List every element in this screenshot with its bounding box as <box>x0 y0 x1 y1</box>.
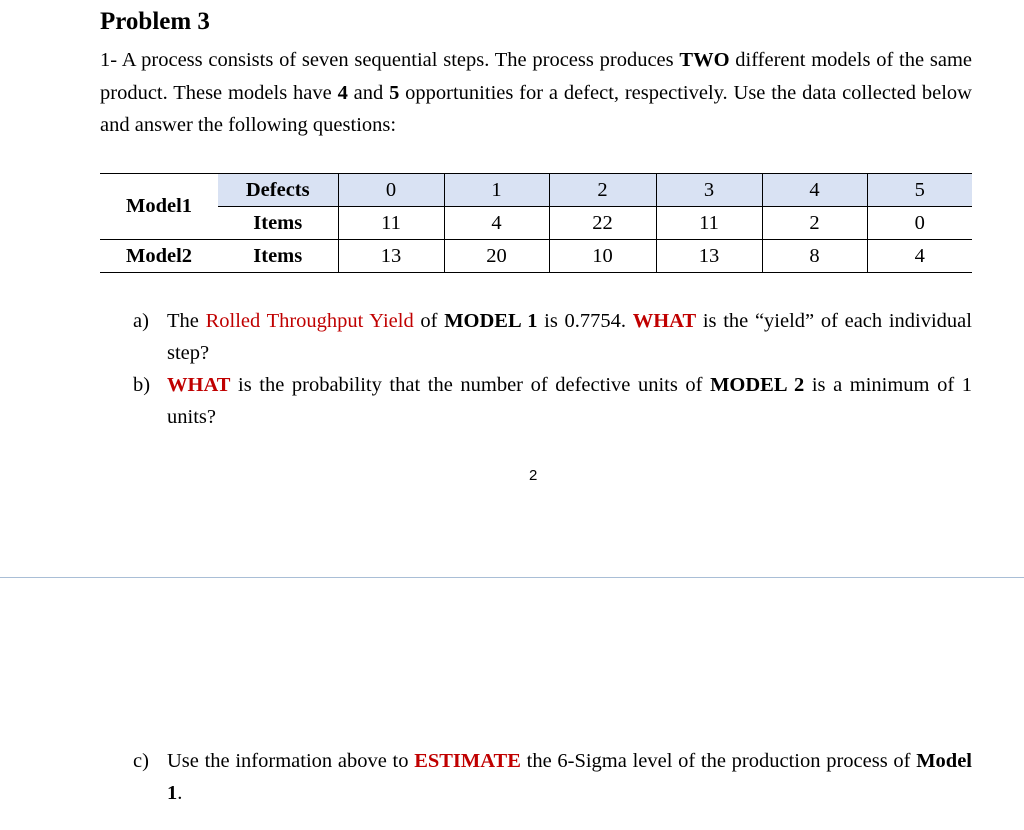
question-a-marker: a) <box>133 310 149 332</box>
page-number: 2 <box>529 467 538 484</box>
intro-bold-5: 5 <box>389 81 400 104</box>
model2-items-cell: 20 <box>444 240 549 273</box>
qb-model2: MODEL 2 <box>710 374 805 396</box>
defects-label: Defects <box>218 174 338 207</box>
intro-text-3: and <box>347 81 390 104</box>
qc-text-2: the 6-Sigma level of the production process of <box>520 750 917 772</box>
question-b <box>133 369 972 433</box>
model2-items-cell: 8 <box>762 240 867 273</box>
qc-model1: Model 1 <box>167 750 972 804</box>
problem-title: Problem 3 <box>100 8 210 35</box>
question-c <box>133 745 972 809</box>
qa-text-1: The <box>167 310 206 332</box>
defects-cell: 3 <box>656 174 762 207</box>
qa-rty-term: Rolled Throughput Yield <box>205 310 414 332</box>
qc-estimate: ESTIMATE <box>414 750 521 772</box>
model1-label: Model1 <box>100 174 218 240</box>
qa-text-4: is the “yield” of each individual step? <box>167 310 972 364</box>
question-b-text <box>167 369 972 433</box>
page-break-divider <box>0 577 1024 578</box>
qa-what: WHAT <box>632 310 697 332</box>
table-row-defects <box>100 174 972 207</box>
model2-items-cell: 4 <box>867 240 972 273</box>
table-row-model1-items <box>100 207 972 240</box>
model1-items-cell: 22 <box>549 207 656 240</box>
qb-text-1: is the probability that the number of defective units of <box>230 374 711 396</box>
table-row-model2-items <box>100 240 972 273</box>
question-c-text <box>167 745 972 809</box>
defects-cell: 4 <box>762 174 867 207</box>
model2-items-cell: 10 <box>549 240 656 273</box>
intro-text-2: different models of the same product. These models have <box>100 49 972 104</box>
question-b-marker: b) <box>133 374 151 396</box>
qb-text-2: is a minimum of 1 units? <box>167 374 972 428</box>
question-a <box>133 305 972 369</box>
question-a-text <box>167 305 972 369</box>
items-label: Items <box>218 240 338 273</box>
model1-items-cell: 4 <box>444 207 549 240</box>
defects-table <box>100 173 972 273</box>
intro-bold-two: TWO <box>679 49 730 71</box>
qb-what: WHAT <box>167 374 231 396</box>
items-label: Items <box>218 207 338 240</box>
qc-text-1: Use the information above to <box>167 750 415 772</box>
defects-cell: 0 <box>338 174 444 207</box>
intro-text-4: opportunities for a defect, respectively. Use the data collected below and answer the following questions: <box>100 81 972 136</box>
qa-model1: MODEL 1 <box>444 310 538 332</box>
problem-statement <box>100 44 972 142</box>
defects-cell: 2 <box>549 174 656 207</box>
model1-items-cell: 2 <box>762 207 867 240</box>
model1-items-cell: 0 <box>867 207 972 240</box>
question-c-marker: c) <box>133 750 149 772</box>
qa-text-2: of <box>413 310 445 332</box>
defects-cell: 1 <box>444 174 549 207</box>
model2-items-cell: 13 <box>656 240 762 273</box>
intro-bold-4: 4 <box>337 81 348 104</box>
qc-text-3: . <box>177 782 183 804</box>
defects-cell: 5 <box>867 174 972 207</box>
model2-label: Model2 <box>100 240 218 273</box>
model1-items-cell: 11 <box>338 207 444 240</box>
qa-text-3: is 0.7754. <box>537 310 633 332</box>
model2-items-cell: 13 <box>338 240 444 273</box>
intro-text-1: 1- A process consists of seven sequential steps. The process produces <box>100 49 680 71</box>
model1-items-cell: 11 <box>656 207 762 240</box>
